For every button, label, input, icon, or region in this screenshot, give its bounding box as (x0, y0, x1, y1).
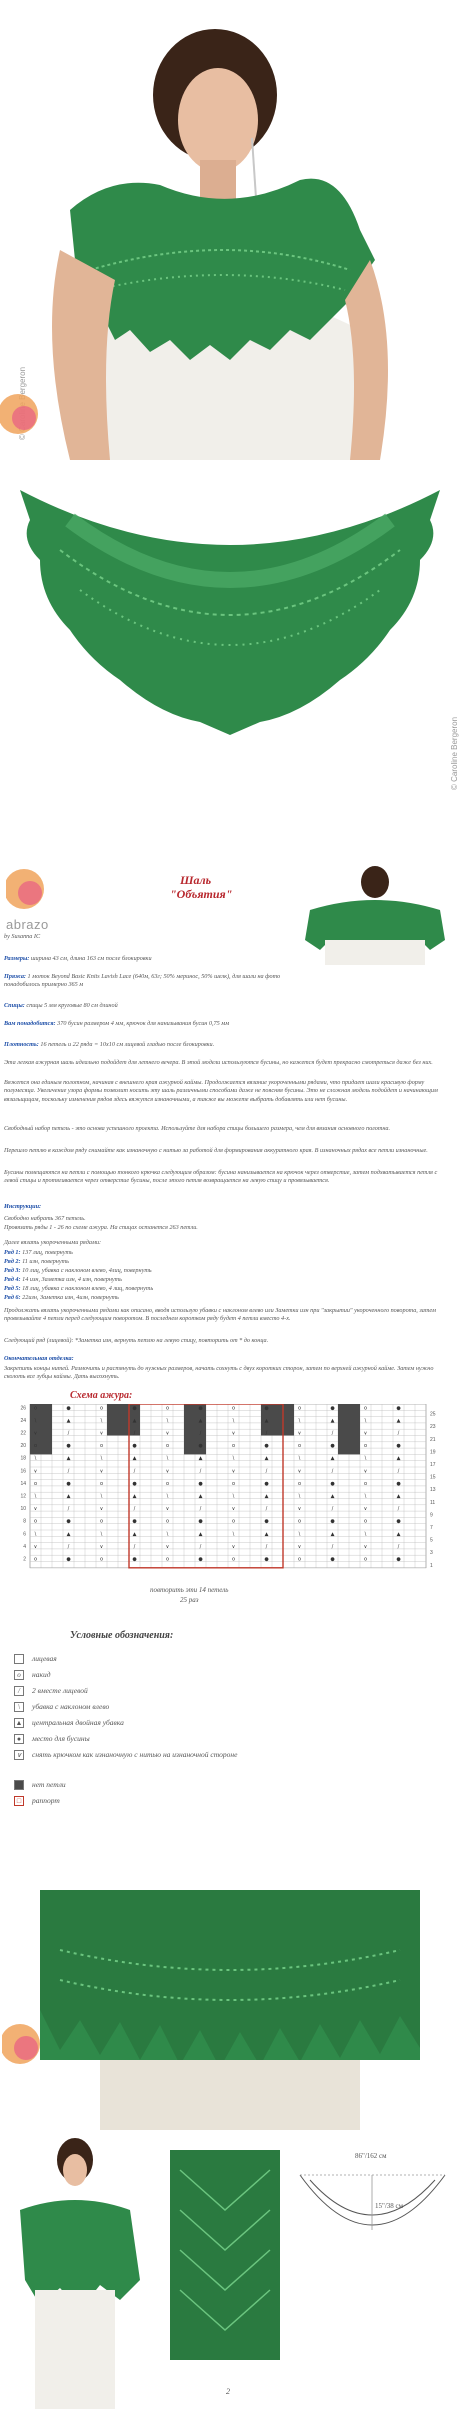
photo-credit-2: © Caroline Bergeron (450, 716, 459, 790)
chart-row-number-left: 12 (20, 1493, 26, 1500)
chart-stitch-symbol: ● (264, 1518, 269, 1525)
chart-stitch-symbol: / (199, 1506, 202, 1513)
chart-stitch-symbol: ∨ (231, 1506, 236, 1513)
chart-stitch-symbol: / (331, 1430, 334, 1437)
chart-stitch-symbol: ∨ (33, 1543, 38, 1550)
chart-stitch-symbol: ● (198, 1480, 203, 1487)
chart-stitch-symbol: ● (330, 1443, 335, 1450)
chart-row-number-right: 19 (430, 1449, 436, 1456)
flat-shawl-image (0, 460, 460, 855)
notions-row (4, 1020, 294, 1028)
chart-stitch-symbol: ∨ (165, 1430, 170, 1437)
instr-3: Далее вязать укороченными рядами: (4, 1239, 102, 1246)
logo-badge-2 (6, 865, 46, 913)
chart-stitch-symbol: \ (34, 1417, 37, 1424)
yarn-label: Пряжа: (4, 973, 26, 980)
chart-stitch-symbol: o (99, 1518, 104, 1525)
chart-stitch-symbol: ● (198, 1518, 203, 1525)
chart-stitch-symbol: \ (34, 1455, 37, 1462)
chart-row-number-left: 18 (20, 1455, 26, 1462)
chart-stitch-symbol: \ (232, 1455, 235, 1462)
shawl-schematic-diagram (290, 2155, 455, 2295)
chart-row-number-right: 21 (430, 1436, 436, 1443)
logo-icon (6, 865, 46, 913)
model-photo (0, 0, 460, 460)
chart-row-number-left: 2 (23, 1556, 26, 1563)
instr-4: Продолжать вязать укороченными рядами как описано, вводя использую убавки с наклоном влево или Заметки изн при "закрытии" укороченного поворота, затем провязывайте 4 петли перед следующим поворотом. В последнем коротком ряду будет 4 петли вместо 4-х. (4, 1307, 436, 1323)
chart-stitch-symbol: ● (66, 1518, 71, 1525)
short-row-3-text: 10 лиц, убавка с наклоном влево, 4лиц, повернуть (22, 1267, 152, 1274)
schematic-width-label: 86"/162 см (355, 2152, 387, 2160)
chart-stitch-symbol: ● (66, 1556, 71, 1563)
legend-label: снять крючком как изнаночную с нитью на изнаночной стороне (32, 1750, 238, 1759)
chart-stitch-symbol: o (363, 1443, 368, 1450)
chart-stitch-symbol: ● (330, 1518, 335, 1525)
chart-stitch-symbol: ∨ (231, 1468, 236, 1475)
chart-stitch-symbol: \ (34, 1531, 37, 1538)
sizes-value: ширина 43 см, длина 163 см после блокировки (30, 955, 152, 962)
chart-section (0, 1390, 460, 1620)
chart-stitch-symbol: / (133, 1430, 136, 1437)
chart-stitch-symbol: ▲ (330, 1455, 335, 1462)
sizes-row (4, 955, 294, 963)
chart-stitch-symbol: / (199, 1430, 202, 1437)
chart-stitch-symbol: ▲ (396, 1531, 401, 1538)
chart-stitch-symbol: ∨ (297, 1430, 302, 1437)
chart-title: Схема ажура: (70, 1390, 133, 1401)
chart-stitch-symbol: / (397, 1543, 400, 1550)
chart-stitch-symbol: o (231, 1480, 236, 1487)
chart-stitch-symbol: ▲ (264, 1531, 269, 1538)
pattern-author: by Susanna IC (4, 933, 41, 940)
short-row-2-label: Ряд 2: (4, 1258, 21, 1265)
chart-stitch-symbol: ● (66, 1443, 71, 1450)
chart-stitch-symbol: ▲ (198, 1417, 203, 1424)
chart-row-number-left: 24 (20, 1417, 26, 1424)
short-row-5-label: Ряд 5: (4, 1285, 21, 1292)
chart-stitch-symbol: \ (34, 1493, 37, 1500)
chart-stitch-symbol: ∨ (363, 1506, 368, 1513)
gauge-row (4, 1041, 444, 1049)
chart-stitch-symbol: / (133, 1543, 136, 1550)
chart-stitch-symbol: \ (364, 1417, 367, 1424)
chart-stitch-symbol: ● (132, 1405, 137, 1412)
chart-stitch-symbol: ● (132, 1556, 137, 1563)
repeat-stitches: 25 раз (180, 1596, 199, 1604)
logo-icon (2, 2020, 42, 2068)
chart-stitch-symbol: o (363, 1405, 368, 1412)
chart-stitch-symbol: ∨ (231, 1543, 236, 1550)
legend-symbol-icon: □ (14, 1796, 24, 1806)
sizes-label: Размеры: (4, 955, 30, 962)
schematic-depth-label: 15"/38 см (375, 2202, 404, 2210)
short-row-5-text: 18 лиц, убавка с наклоном влево, 4 лиц, повернуть (22, 1285, 154, 1292)
chart-stitch-symbol: / (265, 1468, 268, 1475)
logo-badge-1 (0, 390, 40, 438)
needles-value: спицы 5 мм круговые 80 см длиной (26, 1002, 118, 1009)
chart-stitch-symbol: \ (364, 1455, 367, 1462)
chart-stitch-symbol: ∨ (363, 1468, 368, 1475)
chart-row-number-right: 7 (430, 1525, 433, 1531)
chart-stitch-symbol: ∨ (33, 1506, 38, 1513)
chart-stitch-symbol: o (297, 1443, 302, 1450)
chart-stitch-symbol: ▲ (264, 1493, 269, 1500)
chart-stitch-symbol: ▲ (330, 1493, 335, 1500)
chart-stitch-symbol: o (33, 1480, 38, 1487)
pattern-body-section (0, 1055, 460, 1390)
yarn-value: 1 моток Beyond Basic Knits Lavish Lace (640м, 63г; 50% мериноc, 50% шелк), для шали на фото понадобилось примерно 365 м (4, 973, 281, 989)
chart-stitch-symbol: ▲ (132, 1493, 137, 1500)
chart-row-number-left: 10 (20, 1506, 26, 1513)
chart-stitch-symbol: \ (298, 1455, 301, 1462)
chart-stitch-symbol: ▲ (330, 1417, 335, 1424)
legend-label: накид (32, 1670, 51, 1679)
chart-row-number-right: 23 (430, 1424, 436, 1431)
chart-stitch-symbol: \ (298, 1531, 301, 1538)
chart-stitch-symbol: ∨ (33, 1430, 38, 1437)
gauge-value: 16 петель и 22 ряда = 10x10 см лицевой гладью после блокировки. (40, 1041, 215, 1048)
legend-label: раппорт (32, 1796, 60, 1805)
chart-row-number-right: 3 (430, 1550, 433, 1557)
chart-stitch-symbol: ∨ (99, 1468, 104, 1475)
legend-item (14, 1780, 66, 1790)
legend-item (14, 1796, 60, 1806)
chart-stitch-symbol: ∨ (363, 1430, 368, 1437)
short-row-4-label: Ряд 4: (4, 1276, 21, 1283)
chart-stitch-symbol: / (133, 1468, 136, 1475)
chart-stitch-symbol: \ (298, 1493, 301, 1500)
chart-stitch-symbol: ● (264, 1556, 269, 1563)
chart-stitch-symbol: ▲ (264, 1417, 269, 1424)
chart-stitch-symbol: o (99, 1556, 104, 1563)
chart-stitch-symbol: \ (232, 1417, 235, 1424)
chart-stitch-symbol: ∨ (165, 1543, 170, 1550)
short-row-4 (4, 1276, 452, 1284)
chart-stitch-symbol: ▲ (132, 1531, 137, 1538)
chart-stitch-symbol: o (165, 1556, 170, 1563)
pattern-header-section (0, 855, 460, 1055)
chart-stitch-symbol: o (99, 1443, 104, 1450)
chart-stitch-symbol: o (165, 1443, 170, 1450)
chart-stitch-symbol: / (199, 1468, 202, 1475)
legend-symbol-icon: / (14, 1686, 24, 1696)
chart-stitch-symbol: / (331, 1468, 334, 1475)
chart-stitch-symbol: o (33, 1518, 38, 1525)
chart-stitch-symbol: ∨ (363, 1543, 368, 1550)
chart-stitch-symbol: o (363, 1556, 368, 1563)
chart-stitch-symbol: ▲ (396, 1493, 401, 1500)
chart-stitch-symbol: ▲ (264, 1455, 269, 1462)
legend-item (14, 1670, 51, 1680)
chart-stitch-symbol: o (99, 1405, 104, 1412)
chart-row-number-left: 6 (23, 1531, 26, 1538)
short-row-6 (4, 1294, 452, 1302)
short-row-6-label: Ряд 6: (4, 1294, 21, 1301)
chart-stitch-symbol: ● (396, 1518, 401, 1525)
chart-stitch-symbol: ∨ (297, 1468, 302, 1475)
chart-stitch-symbol: ▲ (132, 1417, 137, 1424)
chart-stitch-symbol: o (363, 1518, 368, 1525)
chart-stitch-symbol: / (397, 1430, 400, 1437)
legend-section (0, 1620, 460, 1840)
para-5: Бусины помещаются на петли с помощью тонкого крючка следующим образом: бусина нанизывается на крючок через отверстие, затем подхватывается петля с левой спицы и протягивается через отверстие бусины, после этого петля возвращается на левую спицу и провязывается. (4, 1169, 438, 1185)
chart-stitch-symbol: ▲ (66, 1531, 71, 1538)
chart-stitch-symbol: \ (364, 1531, 367, 1538)
legend-label: лицевая (32, 1654, 57, 1663)
short-row-3 (4, 1267, 452, 1275)
chart-row-number-right: 11 (430, 1499, 436, 1506)
chart-stitch-symbol: o (165, 1518, 170, 1525)
chart-stitch-symbol: o (99, 1480, 104, 1487)
chart-stitch-symbol: ∨ (99, 1506, 104, 1513)
chart-stitch-symbol: o (297, 1518, 302, 1525)
chart-stitch-symbol: / (331, 1506, 334, 1513)
chart-stitch-symbol: \ (298, 1417, 301, 1424)
gauge-label: Плотность: (4, 1041, 39, 1048)
chart-stitch-symbol: o (231, 1443, 236, 1450)
chart-row-number-left: 16 (20, 1468, 26, 1475)
legend-symbol-icon (14, 1654, 24, 1664)
chart-stitch-symbol: ● (330, 1556, 335, 1563)
chart-stitch-symbol: ∨ (297, 1506, 302, 1513)
chart-stitch-symbol: ∨ (297, 1543, 302, 1550)
chart-stitch-symbol: ● (396, 1480, 401, 1487)
legend-item (14, 1718, 124, 1728)
logo-badge-3 (2, 2020, 42, 2068)
legend-item (14, 1702, 109, 1712)
chart-stitch-symbol: ▲ (330, 1531, 335, 1538)
chart-stitch-symbol: ● (132, 1518, 137, 1525)
chart-stitch-symbol: o (297, 1405, 302, 1412)
chart-stitch-symbol: ∨ (165, 1468, 170, 1475)
short-row-1 (4, 1249, 452, 1257)
chart-stitch-symbol: / (397, 1468, 400, 1475)
closeup-photo-section (0, 1840, 460, 2130)
chart-stitch-symbol: ∨ (231, 1430, 236, 1437)
chart-stitch-symbol: ● (132, 1443, 137, 1450)
chart-stitch-symbol: ▲ (198, 1455, 203, 1462)
chart-stitch-symbol: / (265, 1506, 268, 1513)
knitting-chart-grid (0, 1404, 460, 1584)
chart-stitch-symbol: / (265, 1543, 268, 1550)
chart-row-number-left: 26 (20, 1405, 26, 1412)
chart-stitch-symbol: / (67, 1543, 70, 1550)
legend-label: нет петли (32, 1780, 66, 1789)
short-row-5 (4, 1285, 452, 1293)
chart-row-number-right: 9 (430, 1512, 433, 1519)
chart-stitch-symbol: ▲ (396, 1455, 401, 1462)
chart-stitch-symbol: ● (198, 1443, 203, 1450)
chart-stitch-symbol: o (297, 1480, 302, 1487)
chart-stitch-symbol: / (67, 1430, 70, 1437)
chart-stitch-symbol: \ (166, 1417, 169, 1424)
chart-stitch-symbol: ▲ (66, 1455, 71, 1462)
chart-no-stitch-block (184, 1404, 206, 1454)
chart-stitch-symbol: \ (232, 1493, 235, 1500)
chart-stitch-symbol: / (199, 1543, 202, 1550)
finishing-heading: Окончательная отделка: (4, 1355, 74, 1362)
chart-stitch-symbol: ● (330, 1405, 335, 1412)
legend-item (14, 1654, 57, 1664)
chart-row-number-right: 17 (430, 1462, 436, 1468)
short-row-6-text: 22изн, Заметка изн, 4изн, повернуть (22, 1294, 119, 1301)
chart-stitch-symbol: o (165, 1480, 170, 1487)
chart-stitch-symbol: o (231, 1556, 236, 1563)
chart-stitch-symbol: ▲ (132, 1455, 137, 1462)
chart-stitch-symbol: ▲ (66, 1493, 71, 1500)
chart-stitch-symbol: ▲ (396, 1417, 401, 1424)
legend-symbol-icon: ● (14, 1734, 24, 1744)
legend-symbol-icon: ▲ (15, 1719, 23, 1728)
chart-row-number-right: 13 (430, 1487, 436, 1494)
short-row-1-text: 137 лиц, повернуть (22, 1249, 73, 1256)
chart-stitch-symbol: \ (166, 1455, 169, 1462)
pattern-thumbnail-photo (300, 860, 450, 965)
chart-stitch-symbol: ● (264, 1443, 269, 1450)
chart-row-number-left: 14 (20, 1480, 26, 1487)
para-2: Вяжется она единым полотном, начиная с внешнего края ажурной каймы. Продолжается вязание укороченными рядами, что придает шали красивую форму полумесяца. Увеличение узора формы позволит носить эту шаль различными способами даже не поясняя бусины. Это не сложная модель подойдет и начинающим вязальщицам, поскольку изменения рядов здесь вяжутся изнаночными, а также вы можете выбрать добавлять или нет бусины. (4, 1079, 438, 1103)
chart-stitch-symbol: ▲ (66, 1417, 71, 1424)
chart-stitch-symbol: ● (66, 1405, 71, 1412)
short-row-1-label: Ряд 1: (4, 1249, 21, 1256)
legend-symbol-icon: ∨ (14, 1750, 24, 1760)
logo-icon (0, 390, 40, 438)
lace-detail-swatch (170, 2150, 280, 2360)
para-3: Свободный набор петель - это основа успешного проекта. Используйте для набора спицы большего размера, чем для вязания основного полотна. (4, 1125, 391, 1132)
yarn-row (4, 973, 294, 990)
chart-stitch-symbol: o (33, 1443, 38, 1450)
chart-stitch-symbol: / (67, 1506, 70, 1513)
short-row-2 (4, 1258, 452, 1266)
instructions-heading: Инструкции: (4, 1203, 42, 1210)
chart-stitch-symbol: ● (198, 1405, 203, 1412)
para-1: Эта легкая ажурная шаль идеально подойдет для летнего вечера. В этой модели используются бусины, но кажется будет прекрасно смотреться даже без них. (4, 1059, 433, 1066)
legend-label: центральная двойная убавка (32, 1718, 124, 1727)
legend-label: 2 вместе лицевой (32, 1686, 88, 1695)
instr-1: Свободно набрать 367 петель. (4, 1215, 86, 1222)
chart-stitch-symbol: ● (198, 1556, 203, 1563)
chart-stitch-symbol: \ (166, 1493, 169, 1500)
chart-row-number-left: 4 (23, 1543, 26, 1550)
model-photo-section (0, 0, 460, 460)
needles-label: Спицы: (4, 1002, 25, 1009)
needles-row (4, 1002, 294, 1010)
short-row-3-label: Ряд 3: (4, 1267, 21, 1274)
chart-stitch-symbol: ● (330, 1480, 335, 1487)
model-full-photo (0, 2130, 150, 2409)
para-4: Перешло петлю в каждом ряду снимайте как изнаночную с нитью за работой для формирования аккуратного края. В изнаночных рядах все петли изнаночные. (4, 1147, 428, 1154)
chart-stitch-symbol: \ (100, 1531, 103, 1538)
instr-5: Следующий ряд (лицевой): *Заметка изн, вернуть петлю на левую спицу, повторить от * до конца. (4, 1337, 269, 1344)
chart-stitch-symbol: o (165, 1405, 170, 1412)
legend-symbol-icon: o (14, 1670, 24, 1680)
legend-symbol-icon: ■ (14, 1780, 24, 1790)
chart-stitch-symbol: \ (232, 1531, 235, 1538)
chart-stitch-symbol: / (331, 1543, 334, 1550)
logo-text: abrazo (6, 917, 49, 932)
chart-stitch-symbol: ● (264, 1405, 269, 1412)
short-row-2-text: 11 изн, повернуть (22, 1258, 69, 1265)
chart-stitch-symbol: \ (166, 1531, 169, 1538)
chart-stitch-symbol: ▲ (198, 1493, 203, 1500)
finishing-text: Закрепить концы нитей. Размочить и растянуть до нужных размеров, начать сохнуть с двух коротких сторон, затем по верхней ажурной кайме. Затем нужно сколоть все зубцы каймы. Дать высохнуть. (4, 1365, 434, 1381)
short-row-4-text: 14 изн, Заметка изн, 4 изн, повернуть (22, 1276, 122, 1283)
chart-stitch-symbol: \ (100, 1455, 103, 1462)
chart-row-number-left: 20 (20, 1443, 26, 1450)
bottom-collage-section (0, 2130, 460, 2409)
legend-item (14, 1734, 90, 1744)
chart-stitch-symbol: ∨ (99, 1543, 104, 1550)
chart-stitch-symbol: ∨ (99, 1430, 104, 1437)
chart-stitch-symbol: \ (364, 1493, 367, 1500)
chart-stitch-symbol: o (231, 1518, 236, 1525)
pattern-title-line1: Шаль (180, 873, 212, 887)
repeat-caption: повторить эти 14 петель (150, 1586, 229, 1594)
legend-symbol-icon: \ (14, 1702, 24, 1712)
closeup-photo (0, 1840, 460, 2130)
notions-label: Вам понадобится: (4, 1020, 56, 1027)
chart-row-number-right: 25 (430, 1411, 436, 1418)
chart-stitch-symbol: ● (132, 1480, 137, 1487)
legend-item (14, 1686, 88, 1696)
chart-stitch-symbol: ● (66, 1480, 71, 1487)
chart-stitch-symbol: o (231, 1405, 236, 1412)
legend-item (14, 1750, 237, 1760)
chart-stitch-symbol: / (397, 1506, 400, 1513)
chart-stitch-symbol: / (265, 1430, 268, 1437)
chart-stitch-symbol: ∨ (165, 1506, 170, 1513)
chart-stitch-symbol: ● (396, 1556, 401, 1563)
chart-stitch-symbol: \ (100, 1417, 103, 1424)
page-number: 2 (226, 2387, 230, 2396)
chart-row-number-left: 8 (23, 1518, 26, 1525)
pattern-title-line2: "Объятия" (170, 887, 233, 901)
chart-stitch-symbol: / (133, 1506, 136, 1513)
instr-2: Провязать ряды 1 - 26 по схеме ажура. На спицах останется 263 петли. (4, 1224, 198, 1231)
chart-row-number-right: 15 (430, 1474, 436, 1481)
chart-row-number-left: 22 (20, 1430, 26, 1437)
chart-row-number-right: 1 (430, 1562, 433, 1569)
chart-stitch-symbol: ● (396, 1443, 401, 1450)
chart-stitch-symbol: ● (264, 1480, 269, 1487)
legend-title: Условные обозначения: (70, 1630, 174, 1641)
chart-stitch-symbol: o (297, 1556, 302, 1563)
chart-stitch-symbol: ∨ (33, 1468, 38, 1475)
notions-value: 370 бусин размером 4 мм, крючок для нанизывания бусин 0,75 мм (57, 1020, 230, 1027)
flat-shawl-section (0, 460, 460, 855)
chart-stitch-symbol: / (67, 1468, 70, 1475)
chart-stitch-symbol: \ (100, 1493, 103, 1500)
chart-stitch-symbol: o (33, 1405, 38, 1412)
legend-label: место для бусины (32, 1734, 90, 1743)
chart-stitch-symbol: ● (396, 1405, 401, 1412)
chart-no-stitch-block (338, 1404, 360, 1454)
chart-stitch-symbol: ▲ (198, 1531, 203, 1538)
chart-row-number-right: 5 (430, 1537, 433, 1544)
chart-stitch-symbol: o (363, 1480, 368, 1487)
legend-label: убавка с наклоном влево (32, 1702, 110, 1711)
chart-stitch-symbol: o (33, 1556, 38, 1563)
